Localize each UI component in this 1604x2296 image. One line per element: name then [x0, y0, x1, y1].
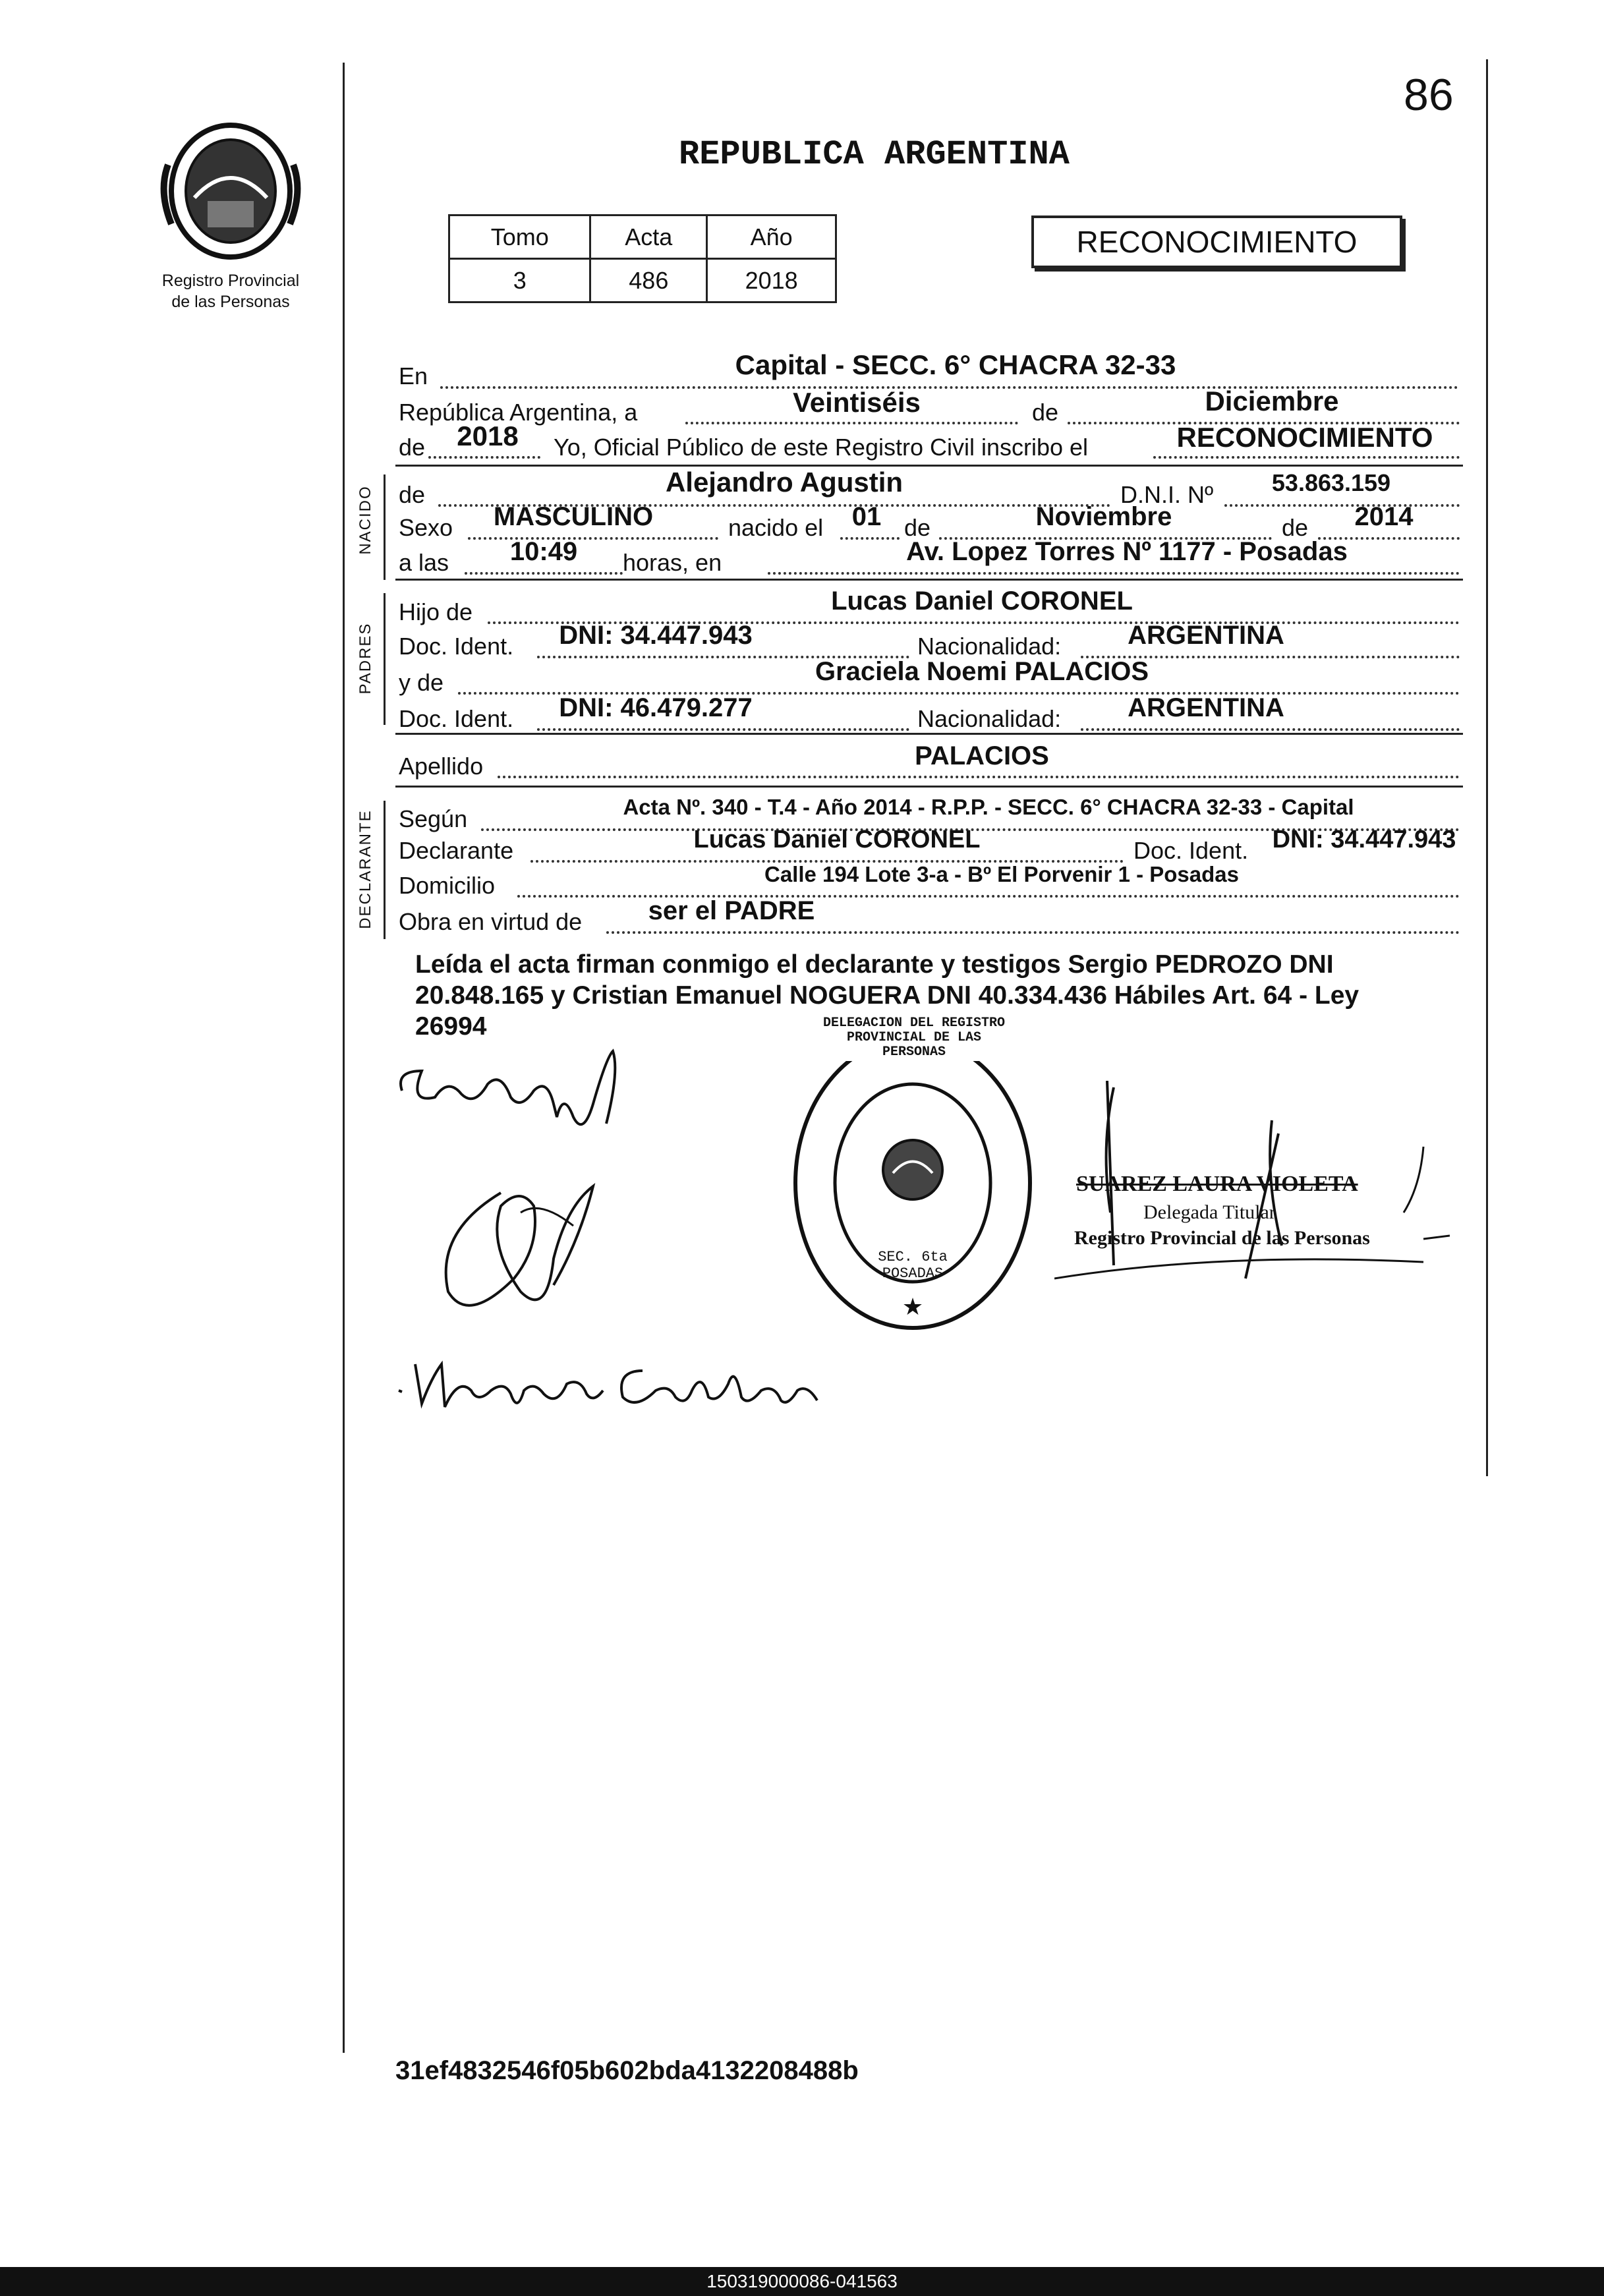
segun-label: Según [399, 805, 468, 832]
declarante-signature [389, 1045, 652, 1150]
nacido-el-label: nacido el [728, 514, 824, 541]
father-nat-label: Nacionalidad: [917, 633, 1062, 660]
declarante-value: Lucas Daniel CORONEL [693, 826, 981, 853]
horas-label: horas, en [623, 549, 722, 576]
place-value: Capital - SECC. 6° CHACRA 32-33 [735, 349, 1176, 380]
obra-dots [606, 931, 1460, 934]
volume-table [448, 214, 837, 303]
mother-doc-dots [537, 728, 909, 731]
father-nat-value: ARGENTINA [1128, 621, 1284, 650]
signature-cursive-icon [392, 1344, 840, 1417]
birth-place-value: Av. Lopez Torres Nº 1177 - Posadas [906, 537, 1348, 566]
apellido-value: PALACIOS [915, 741, 1049, 770]
domicilio-value: Calle 194 Lote 3-a - Bº El Porvenir 1 - Posadas [764, 862, 1239, 886]
day-value: Veintiséis [793, 387, 921, 418]
dni-label: D.N.I. Nº [1120, 481, 1214, 508]
en-label: En [399, 362, 428, 389]
padres-section-label: PADRES [357, 622, 374, 695]
nacido-de-label3: de [1282, 514, 1309, 541]
volume-header-tomo: Tomo [449, 215, 590, 259]
witness-signature-2 [392, 1344, 840, 1417]
page-number: 86 [1404, 70, 1454, 120]
father-doc-value: DNI: 34.447.943 [559, 621, 753, 650]
birth-place-dots [768, 572, 1460, 575]
divider-apellido [395, 786, 1463, 788]
closing-line-1: Leída el acta firman conmigo el declarante y testigos Sergio PEDROZO DNI [415, 950, 1334, 979]
official-org: Registro Provincial de las Personas [1074, 1227, 1370, 1249]
nacido-bracket [384, 474, 386, 580]
act-type-dots [1153, 456, 1460, 459]
volume-header-ano: Año [707, 215, 836, 259]
de-year-label: de [399, 434, 426, 461]
act-type-value: RECONOCIMIENTO [1176, 422, 1433, 453]
divider-nacido [395, 579, 1463, 581]
sexo-label: Sexo [399, 514, 453, 541]
a-las-label: a las [399, 549, 449, 576]
signature-scribble-icon [389, 1045, 652, 1150]
hijo-de-label: Hijo de [399, 598, 473, 625]
year-dots [428, 456, 540, 459]
provincial-seal [155, 119, 306, 270]
birth-year-value: 2014 [1354, 502, 1414, 531]
obra-label: Obra en virtud de [399, 908, 583, 935]
declarante-doc-value: DNI: 34.447.943 [1272, 826, 1456, 853]
mother-nat-dots [1081, 728, 1460, 731]
mother-nat-value: ARGENTINA [1128, 693, 1284, 722]
declarante-bracket [384, 801, 386, 939]
nacido-section-label: NACIDO [357, 485, 374, 555]
seal-caption [135, 270, 326, 312]
nacido-de-label: de [399, 481, 426, 508]
official-role: Delegada Titular [1143, 1201, 1276, 1223]
month-value: Diciembre [1205, 386, 1339, 416]
stamp-inner-text: SEC. 6ta POSADAS [878, 1249, 948, 1282]
record-type-label: RECONOCIMIENTO [1076, 225, 1358, 259]
divider-padres [395, 733, 1463, 735]
signature-loops-icon [422, 1166, 619, 1331]
volume-value-ano: 2018 [707, 259, 836, 302]
right-margin-line [1486, 59, 1488, 1476]
seal-emblem-icon [155, 119, 306, 270]
segun-value: Acta Nº. 340 - T.4 - Año 2014 - R.P.P. - SECC. 6° CHACRA 32-33 - Capital [623, 795, 1354, 819]
mother-doc-value: DNI: 46.479.277 [559, 693, 753, 722]
declarante-section-label: DECLARANTE [357, 809, 374, 929]
volume-value-acta: 486 [590, 259, 707, 302]
footer-bar [0, 2267, 1604, 2296]
official-name: SUAREZ LAURA VIOLETA [1076, 1172, 1358, 1196]
child-name-value: Alejandro Agustin [665, 467, 903, 498]
hour-dots [465, 572, 623, 575]
apellido-label: Apellido [399, 753, 484, 780]
witness-signature-1 [422, 1166, 619, 1331]
domicilio-label: Domicilio [399, 872, 496, 899]
birth-day-value: 01 [851, 502, 882, 531]
mother-doc-label: Doc. Ident. [399, 705, 514, 732]
svg-text:★: ★ [902, 1293, 924, 1320]
sexo-value: MASCULINO [493, 502, 654, 531]
document-hash: 31ef4832546f05b602bda4132208488b [395, 2056, 859, 2085]
padres-bracket [384, 593, 386, 725]
father-doc-label: Doc. Ident. [399, 633, 514, 660]
record-type-box [1031, 215, 1402, 268]
official-stamp [788, 1031, 1038, 1335]
republica-label: República Argentina, a [399, 399, 638, 426]
declarante-doc-label: Doc. Ident. [1133, 837, 1249, 864]
officer-text: Yo, Oficial Público de este Registro Civil inscribo el [554, 434, 1089, 461]
stamp-outer-text: DELEGACION DEL REGISTRO PROVINCIAL DE LAS PERSONAS [820, 1015, 1008, 1061]
closing-line-3: 26994 [415, 1012, 487, 1041]
apellido-dots [498, 776, 1460, 778]
volume-header-acta: Acta [590, 215, 707, 259]
mother-name-value: Graciela Noemi PALACIOS [815, 657, 1149, 686]
stamp-seal-icon [788, 1031, 1038, 1335]
father-name-value: Lucas Daniel CORONEL [831, 587, 1133, 616]
hour-value: 10:49 [509, 537, 578, 566]
obra-value: ser el PADRE [648, 896, 815, 925]
declarante-label: Declarante [399, 837, 514, 864]
birth-month-value: Noviembre [1035, 502, 1172, 531]
year-value: 2018 [457, 420, 519, 451]
footer-code: 150319000086-041563 [706, 2271, 898, 2291]
document-title: REPUBLICA ARGENTINA [679, 135, 1070, 174]
mother-nat-label: Nacionalidad: [917, 705, 1062, 732]
child-dni-value: 53.863.159 [1271, 469, 1391, 496]
day-dots [685, 422, 1018, 424]
y-de-label: y de [399, 669, 444, 696]
de-label-month: de [1032, 399, 1059, 426]
left-margin-line [343, 63, 345, 2053]
volume-value-tomo: 3 [449, 259, 590, 302]
seal-caption-line2: de las Personas [171, 293, 290, 311]
nacido-de-label2: de [904, 514, 931, 541]
seal-caption-line1: Registro Provincial [161, 272, 300, 290]
closing-line-2: 20.848.165 y Cristian Emanuel NOGUERA DNI 40.334.436 Hábiles Art. 64 - Ley [415, 981, 1360, 1010]
